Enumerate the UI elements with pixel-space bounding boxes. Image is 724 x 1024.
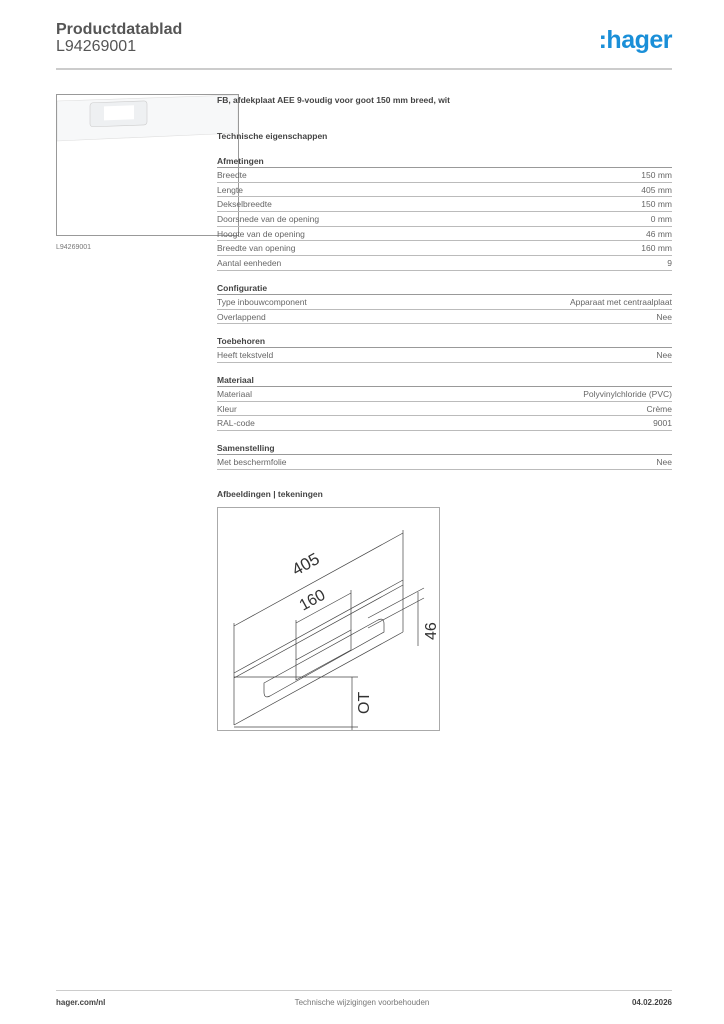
section-heading: Configuratie [217, 282, 672, 295]
row-label: RAL-code [217, 418, 255, 429]
footer-date: 04.02.2026 [631, 998, 672, 1007]
row-label: Hoogte van de opening [217, 228, 305, 239]
row-value: 160 mm [641, 243, 672, 254]
table-row [217, 455, 672, 470]
spec-section [217, 335, 672, 363]
technical-drawing [217, 507, 440, 731]
row-value: 150 mm [641, 170, 672, 180]
row-value: Apparaat met centraalplaat [569, 296, 672, 307]
dimension-depth: OT [356, 691, 373, 714]
row-label: Breedte van opening [217, 243, 296, 254]
section-heading: Toebehoren [217, 335, 672, 348]
footer-divider [56, 990, 672, 991]
row-label: Heeft tekstveld [217, 350, 274, 361]
row-label: Dekselbreedte [217, 199, 272, 210]
section-heading: Samenstelling [217, 442, 672, 455]
table-row [217, 402, 672, 417]
table-row [217, 227, 672, 242]
dimension-opening-width: 160 [296, 586, 329, 615]
spec-section [217, 155, 672, 271]
image-caption: L94269001 [56, 244, 92, 251]
table-row [217, 241, 672, 256]
row-value: Nee [656, 350, 672, 361]
row-label: Type inbouwcomponent [217, 296, 307, 307]
images-heading: Afbeeldingen | tekeningen [217, 489, 323, 499]
section-heading: Afmetingen [217, 155, 672, 168]
table-row [217, 212, 672, 227]
spec-section [217, 442, 672, 470]
spec-section [217, 374, 672, 431]
row-value: 405 mm [641, 184, 672, 195]
row-label: Kleur [217, 403, 237, 414]
tech-heading: Technische eigenschappen [217, 131, 328, 141]
dimension-length: 405 [288, 549, 323, 580]
row-value: Nee [656, 456, 672, 467]
table-row [217, 387, 672, 402]
part-number: L94269001 [56, 38, 137, 55]
row-label: Overlappend [217, 311, 266, 322]
footer-notice: Technische wijzigingen voorbehouden [294, 998, 430, 1007]
header-divider [56, 68, 672, 70]
row-value: 150 mm [641, 199, 672, 210]
row-value: 9 [667, 258, 672, 269]
row-value: Crème [646, 403, 672, 414]
table-row [217, 197, 672, 212]
row-value: 9001 [653, 418, 672, 429]
row-label: Materiaal [217, 388, 252, 399]
row-label: Met beschermfolie [217, 456, 287, 467]
footer-website-link[interactable]: hager.com/nl [56, 998, 106, 1007]
row-value: 0 mm [650, 214, 672, 225]
row-label: Aantal eenheden [217, 258, 282, 269]
row-label: Breedte [217, 170, 247, 180]
spec-section [217, 282, 672, 324]
spec-table [217, 144, 672, 470]
product-image [56, 94, 239, 236]
product-title: FB, afdekplaat AEE 9-voudig voor goot 150 mm breed, wit [217, 95, 451, 105]
row-label: Doorsnede van de opening [217, 214, 320, 225]
row-value: Polyvinylchloride (PVC) [583, 388, 672, 399]
section-heading: Materiaal [217, 374, 672, 387]
table-row [217, 310, 672, 325]
row-label: Lengte [217, 184, 243, 195]
table-row [217, 168, 672, 183]
page-title: Productdatablad [56, 21, 183, 38]
dimension-opening-height: 46 [423, 622, 439, 640]
table-row [217, 348, 672, 363]
table-row [217, 416, 672, 431]
row-value: Nee [656, 311, 672, 322]
table-row [217, 183, 672, 198]
table-row [217, 256, 672, 271]
hager-logo: :hager [598, 26, 672, 54]
table-row [217, 295, 672, 310]
row-value: 46 mm [646, 228, 672, 239]
